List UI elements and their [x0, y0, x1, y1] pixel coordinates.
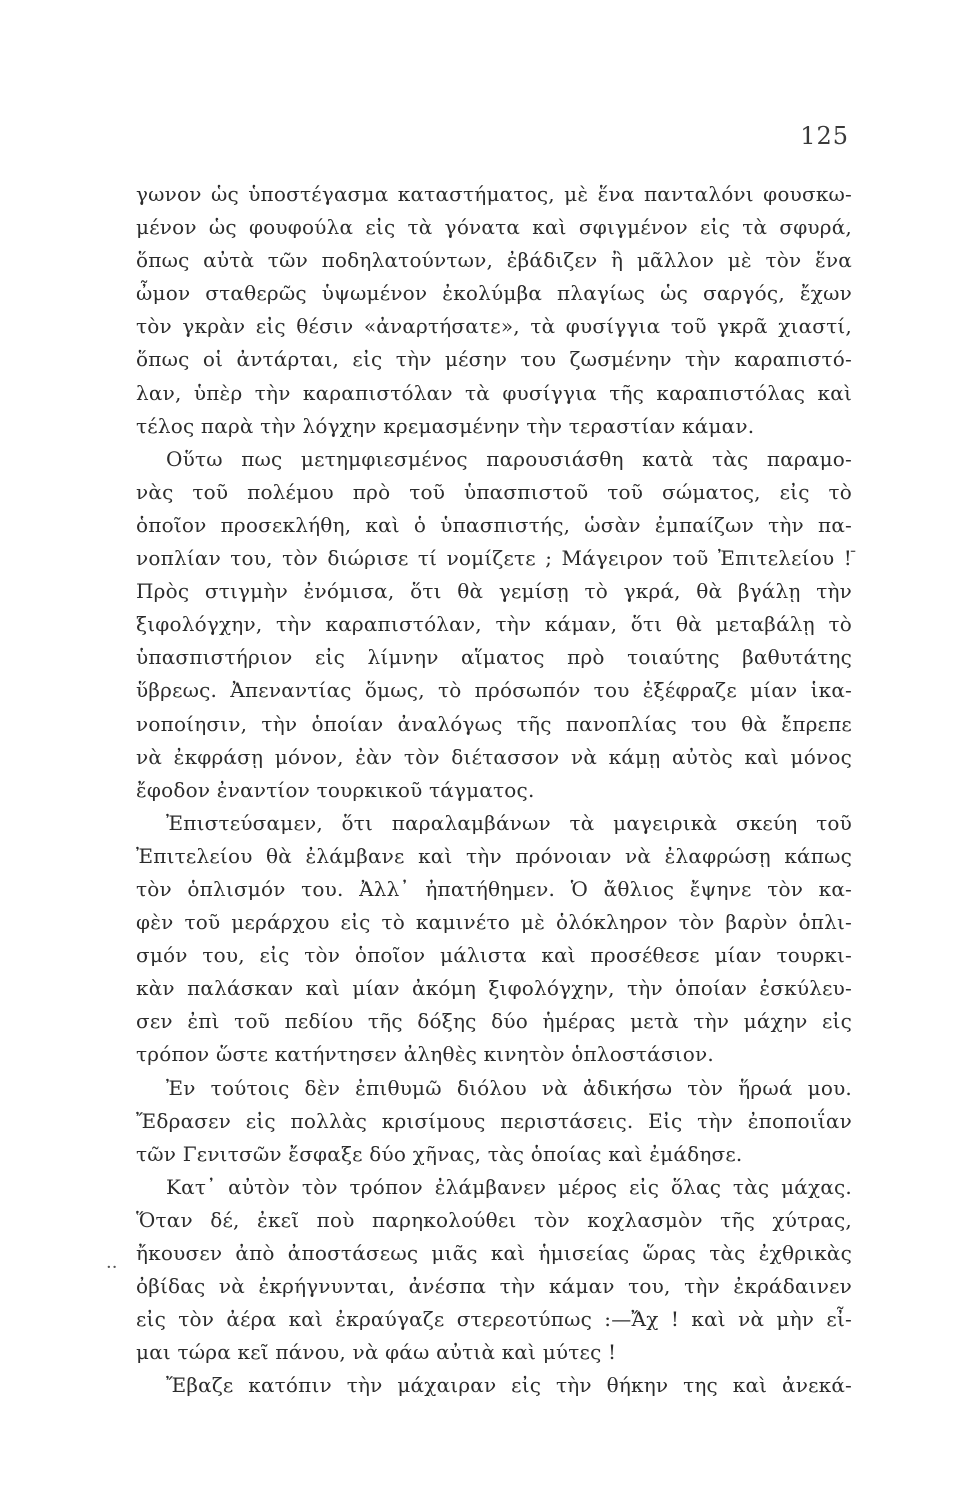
text-line: μαι τώρα κεῖ πάνου, νὰ φάω αὐτιὰ καὶ μύτες !: [136, 1340, 617, 1365]
text-line: τῶν Γενιτσῶν ἔσφαξε δύο χῆνας, τὰς ὁποίας καὶ ἐμάδησε.: [136, 1141, 743, 1166]
text-line: ὀβίδας νὰ ἐκρήγνυνται, ἀνέσπα τὴν κάμαν του, τὴν ἐκράδαινεν: [136, 1274, 852, 1299]
text-line: Ἔδρασεν εἰς πολλὰς κρισίμους περιστάσεις. Εἰς τὴν ἐποποιΐαν: [136, 1108, 852, 1133]
text-line: Πρὸς στιγμὴν ἐνόμισα, ὅτι θὰ γεμίσῃ τὸ γκρά, θὰ βγάλῃ τὴν: [136, 579, 852, 604]
text-line: Ἔβαζε κατόπιν τὴν μάχαιραν εἰς τὴν θήκην της καὶ ἀνεκά-: [166, 1373, 852, 1398]
text-line: Ὅταν δέ, ἐκεῖ ποὺ παρηκολούθει τὸν κοχλασμὸν τῆς χύτρας,: [136, 1207, 852, 1232]
text-line: γωνον ὡς ὑποστέγασμα καταστήματος, μὲ ἕνα πανταλόνι φουσκω-: [136, 182, 852, 206]
text-line: Οὕτω πως μετημφιεσμένος παρουσιάσθη κατὰ τὰς παραμο-: [166, 446, 852, 471]
text-line: τὸν ὁπλισμόν του. Ἀλλ᾽ ἠπατήθημεν. Ὁ ἄθλιος ἔψηνε τὸν κα-: [136, 876, 852, 901]
text-line: τὸν γκρὰν εἰς θέσιν «ἀναρτήσατε», τὰ φυσίγγια τοῦ γκρᾶ χιαστί,: [136, 314, 852, 339]
text-line: νὰ ἐκφράσῃ μόνον, ἐὰν τὸν διέτασσον νὰ κάμῃ αὐτὸς καὶ μόνος: [136, 744, 852, 769]
text-line: κὰν παλάσκαν καὶ μίαν ἀκόμη ξιφολόγχην, τὴν ὁποίαν ἐσκύλευ-: [136, 976, 852, 1001]
text-line: Ἐν τούτοις δὲν ἐπιθυμῶ διόλου νὰ ἀδικήσω τὸν ἥρωά μου.: [166, 1075, 852, 1100]
text-line: ὦμον σταθερῶς ὑψωμένον ἐκολύμβα πλαγίως ὡς σαργός, ἔχων: [136, 281, 852, 306]
margin-mark: ··: [106, 1257, 118, 1278]
text-line: Ἐπιτελείου θὰ ἐλάμβανε καὶ τὴν πρόνοιαν νὰ ἐλαφρώσῃ κάπως: [136, 843, 852, 868]
text-line: φὲν τοῦ μεράρχου εἰς τὸ καμινέτο μὲ ὁλόκληρον τὸν βαρὺν ὁπλι-: [136, 910, 852, 935]
text-line: τέλος παρὰ τὴν λόγχην κρεμασμένην τὴν τεραστίαν κάμαν.: [136, 413, 755, 438]
margin-mark: -: [850, 540, 857, 561]
text-line: ὑπασπιστήριον εἰς λίμνην αἵματος πρὸ τοιαύτης βαθυτάτης: [136, 645, 852, 670]
text-line: μένον ὡς φουφούλα εἰς τὰ γόνατα καὶ σφιγμένον εἰς τὰ σφυρά,: [136, 215, 852, 240]
text-line: σεν ἐπὶ τοῦ πεδίου τῆς δόξης δύο ἡμέρας μετὰ τὴν μάχην εἰς: [136, 1009, 852, 1034]
body-text: [136, 178, 852, 1402]
text-line: εἰς τὸν ἀέρα καὶ ἐκραύγαζε στερεοτύπως :—Ἄχ ! καὶ νὰ μὴν εἶ-: [136, 1307, 852, 1332]
text-line: ὅπως αὐτὰ τῶν ποδηλατούντων, ἐβάδιζεν ἢ μᾶλλον μὲ τὸν ἕνα: [136, 248, 852, 273]
text-line: νοποίησιν, τὴν ὁποίαν ἀναλόγως τῆς πανοπλίας του θὰ ἔπρεπε: [136, 711, 852, 736]
text-line: λαν, ὑπὲρ τὴν καραπιστόλαν τὰ φυσίγγια τῆς καραπιστόλας καὶ: [136, 380, 852, 405]
text-line: Ἐπιστεύσαμεν, ὅτι παραλαμβάνων τὰ μαγειρικὰ σκεύη τοῦ: [166, 810, 852, 835]
text-line: ἔφοδον ἐναντίον τουρκικοῦ τάγματος.: [136, 777, 535, 802]
text-line: ὕβρεως. Ἀπεναντίας ὅμως, τὸ πρόσωπόν του ἐξέφραζε μίαν ἱκα-: [136, 678, 852, 703]
text-line: νὰς τοῦ πολέμου πρὸ τοῦ ὑπασπιστοῦ τοῦ σώματος, εἰς τὸ: [136, 479, 852, 504]
text-line: Κατ᾽ αὐτὸν τὸν τρόπον ἐλάμβανεν μέρος εἰς ὅλας τὰς μάχας.: [166, 1174, 852, 1199]
text-line: ξιφολόγχην, τὴν καραπιστόλαν, τὴν κάμαν, ὅτι θὰ μεταβάλῃ τὸ: [136, 612, 852, 637]
text-line: τρόπον ὥστε κατήντησεν ἀληθὲς κινητὸν ὁπλοστάσιον.: [136, 1042, 714, 1067]
text-line: ὁποῖον προσεκλήθη, καὶ ὁ ὑπασπιστής, ὡσὰν ἐμπαίζων τὴν πα-: [136, 512, 852, 537]
text-line: σμόν του, εἰς τὸν ὁποῖον μάλιστα καὶ προσέθεσε μίαν τουρκι-: [136, 943, 852, 968]
page-number: 125: [800, 122, 849, 150]
text-line: ὅπως οἱ ἀντάρται, εἰς τὴν μέσην του ζωσμένην τὴν καραπιστό-: [136, 347, 852, 372]
text-line: νοπλίαν του, τὸν διώρισε τί νομίζετε ; Μάγειρον τοῦ Ἐπιτελείου !: [136, 546, 852, 571]
text-line: ἤκουσεν ἀπὸ ἀποστάσεως μιᾶς καὶ ἡμισείας ὥρας τὰς ἐχθρικὰς: [136, 1241, 852, 1265]
